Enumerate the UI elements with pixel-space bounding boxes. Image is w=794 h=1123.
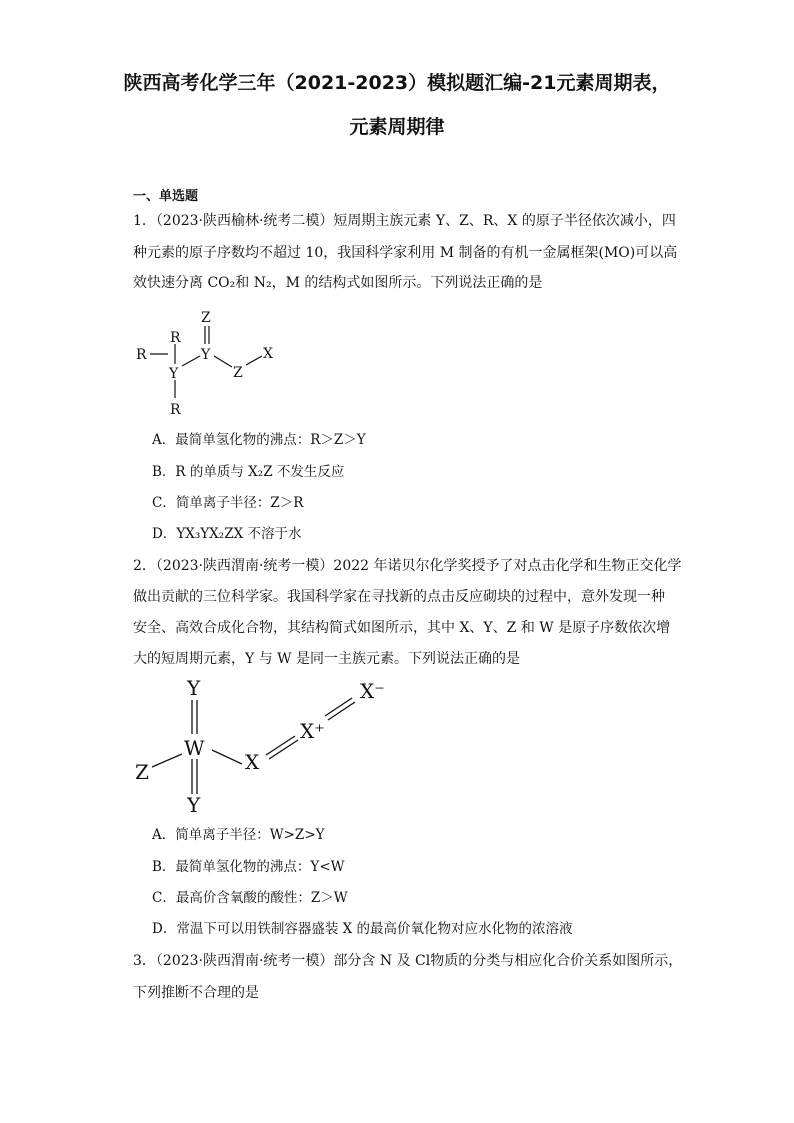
q2-atom-y-bottom: Y (187, 793, 201, 817)
document-title-line2: 元素周期律 (349, 116, 445, 138)
q1-atom-r-left: R (136, 347, 147, 363)
section-heading: 一、单选题 (133, 189, 199, 204)
q2-option-b[interactable]: B．最简单氢化物的沸点：Y<W (152, 859, 345, 875)
q1-option-d[interactable]: D．YX₃YX₂ZX 不溶于水 (152, 526, 302, 542)
q1-atom-y-center: Y (201, 347, 211, 363)
q1-text-line1: 1．（2023·陕西榆林·统考二模）短周期主族元素 Y、Z、R、X 的原子半径依次减小，四 (133, 213, 676, 229)
q2-text-line1: 2．（2023·陕西渭南·统考一模）2022 年诺贝尔化学奖授予了对点击化学和生物正交化学 (133, 558, 682, 574)
q1-atom-r-top: R (170, 330, 181, 346)
q2-text-line3: 安全、高效合成化合物，其结构简式如图所示，其中 X、Y、Z 和 W 是原子序数依次增 (133, 620, 671, 636)
q1-option-b[interactable]: B．R 的单质与 X₂Z 不发生反应 (152, 464, 345, 480)
q2-structure-figure (130, 672, 400, 822)
q2-text-line4: 大的短周期元素，Y 与 W 是同一主族元素。下列说法正确的是 (133, 651, 520, 667)
q3-text-line2: 下列推断不合理的是 (133, 985, 259, 1001)
q2-text-line2: 做出贡献的三位科学家。我国科学家在寻找新的点击反应砌块的过程中，意外发现一种 (133, 589, 665, 605)
q2-atom-x-minus: X⁻ (360, 679, 385, 703)
q2-option-c[interactable]: C．最高价含氧酸的酸性：Z＞W (152, 890, 348, 906)
q1-option-c[interactable]: C．简单离子半径：Z＞R (152, 495, 304, 511)
q1-atom-z-top: Z (201, 310, 211, 326)
q2-option-d[interactable]: D．常温下可以用铁制容器盛装 X 的最高价氧化物对应水化物的浓溶液 (152, 921, 573, 937)
q2-atom-w: W (184, 736, 205, 760)
q3-text-line1: 3．（2023·陕西渭南·统考一模）部分含 N 及 Cl物质的分类与相应化合价关系如图所示， (133, 953, 683, 969)
q1-atom-x: X (263, 346, 273, 362)
q1-structure-figure (130, 300, 300, 420)
q2-atom-x-plus: X⁺ (300, 719, 325, 743)
q2-atom-x-1: X (245, 750, 260, 774)
q1-option-a[interactable]: A．最简单氢化物的沸点：R＞Z＞Y (152, 432, 366, 448)
q1-atom-y-left: Y (169, 366, 179, 382)
q1-atom-r-bottom: R (170, 402, 181, 418)
q1-atom-z-bridge: Z (233, 365, 243, 381)
q1-text-line2: 种元素的原子序数均不超过 10，我国科学家利用 M 制备的有机一金属框架(MO)可以高 (133, 245, 678, 261)
q1-text-line3: 效快速分离 CO₂和 N₂，M 的结构式如图所示。下列说法正确的是 (133, 275, 543, 291)
document-title-line1: 陕西高考化学三年（2021-2023）模拟题汇编-21元素周期表， (123, 72, 671, 94)
q2-option-a[interactable]: A．简单离子半径：W>Z>Y (152, 827, 325, 843)
q2-atom-y-top: Y (187, 676, 201, 700)
q2-atom-z: Z (135, 760, 149, 784)
